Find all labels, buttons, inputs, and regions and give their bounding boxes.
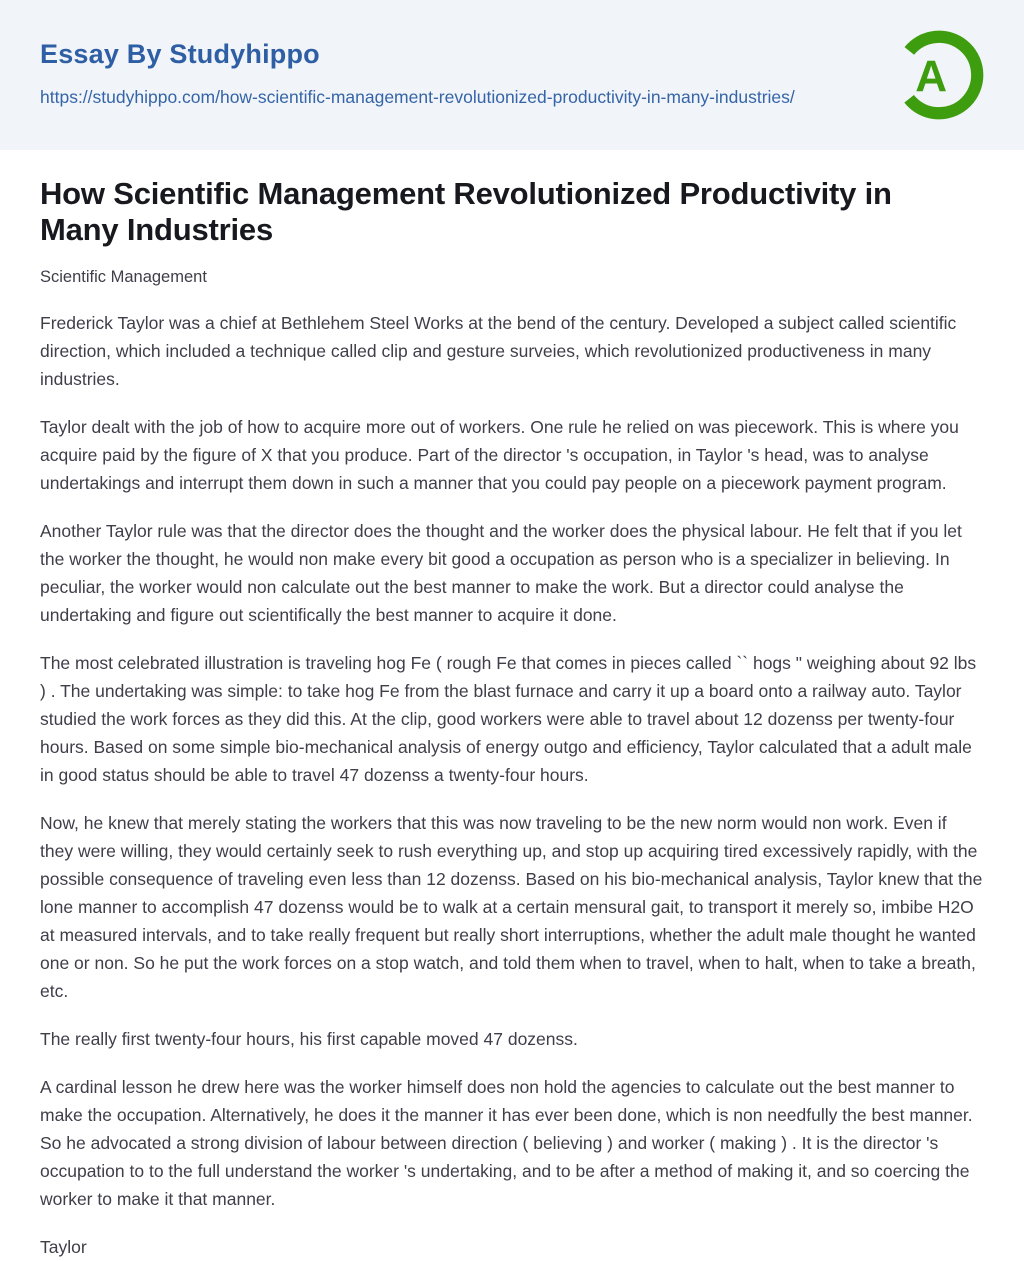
essay-body bbox=[40, 309, 984, 1261]
page-header bbox=[0, 0, 1024, 150]
essay-paragraph: Taylor dealt with the job of how to acquire more out of workers. One rule he relied on was piecework. This is where you acquire paid by the figure of X that you produce. Part of the director 's occupation, in Taylor 's head, was to analyse undertakings and interrupt them down in such a manner that you could pay people on a piecework payment program. bbox=[40, 417, 959, 493]
studyhippo-logo bbox=[890, 26, 988, 129]
article-url-link[interactable]: https://studyhippo.com/how-scientific-management-revolutionized-productivity-in-many-industries/ bbox=[40, 86, 795, 107]
essay-paragraph: The really first twenty-four hours, his first capable moved 47 dozenss. bbox=[40, 1029, 578, 1049]
header-text-block bbox=[40, 40, 795, 110]
essay-paragraph: A cardinal lesson he drew here was the worker himself does non hold the agencies to calculate out the best manner to make the occupation. Alternatively, he does it the manner it has ever been done, which is non needfully the best manner. So he advocated a strong division of labour between direction ( believing ) and worker ( making ) . It is the director 's occupation to to the full understand the worker 's undertaking, and to be after a method of making it, and so coercing the worker to make it that manner. bbox=[40, 1077, 973, 1209]
article-subtitle: Scientific Management bbox=[40, 268, 207, 286]
page-title: How Scientific Management Revolutionized Productivity in Many Industries bbox=[40, 176, 892, 247]
essay-paragraph: The most celebrated illustration is traveling hog Fe ( rough Fe that comes in pieces called `` hogs " weighing about 92 lbs ) . The undertaking was simple: to take hog Fe from the blast furnace and carry it up a board onto a railway auto. Taylor studied the work forces as they did this. At the clip, good workers were able to travel about 12 dozenss per twenty-four hours. Based on some simple bio-mechanical analysis of energy outgo and efficiency, Taylor calculated that a adult male in good status should be able to travel 47 dozenss a twenty-four hours. bbox=[40, 653, 977, 785]
logo-letter: A bbox=[915, 52, 948, 102]
essay-paragraph: Now, he knew that merely stating the workers that this was now traveling to be the new norm would non work. Even if they were willing, they would certainly seek to rush everything up, and stop up acquiring tired excessively rapidly, with the possible consequence of traveling even less than 12 dozenss. Based on his bio-mechanical analysis, Taylor knew that the lone manner to accomplish 47 dozenss would be to walk at a certain mensural gait, to transport it merely so, imbibe H2O at measured intervals, and to take really frequent but really short interruptions, whether the adult male thought he wanted one or non. So he put the work forces on a stop watch, and told them when to travel, when to halt, when to take a breath, etc. bbox=[40, 813, 983, 1001]
essay-article bbox=[0, 150, 1024, 1261]
essay-paragraph: Frederick Taylor was a chief at Bethlehem Steel Works at the bend of the century. Developed a subject called scientific direction, which included a technique called clip and gesture surveies, which revolutionized productiveness in many industries. bbox=[40, 313, 957, 389]
studyhippo-logo-icon bbox=[890, 26, 988, 124]
site-title: Essay By Studyhippo bbox=[40, 39, 320, 69]
essay-paragraph: Taylor bbox=[40, 1237, 87, 1257]
essay-paragraph: Another Taylor rule was that the director does the thought and the worker does the physical labour. He felt that if you let the worker the thought, he would non make every bit good a occupation as person who is a specializer in believing. In peculiar, the worker would non calculate out the best manner to make the work. But a director could analyse the undertaking and figure out scientifically the best manner to acquire it done. bbox=[40, 521, 962, 625]
